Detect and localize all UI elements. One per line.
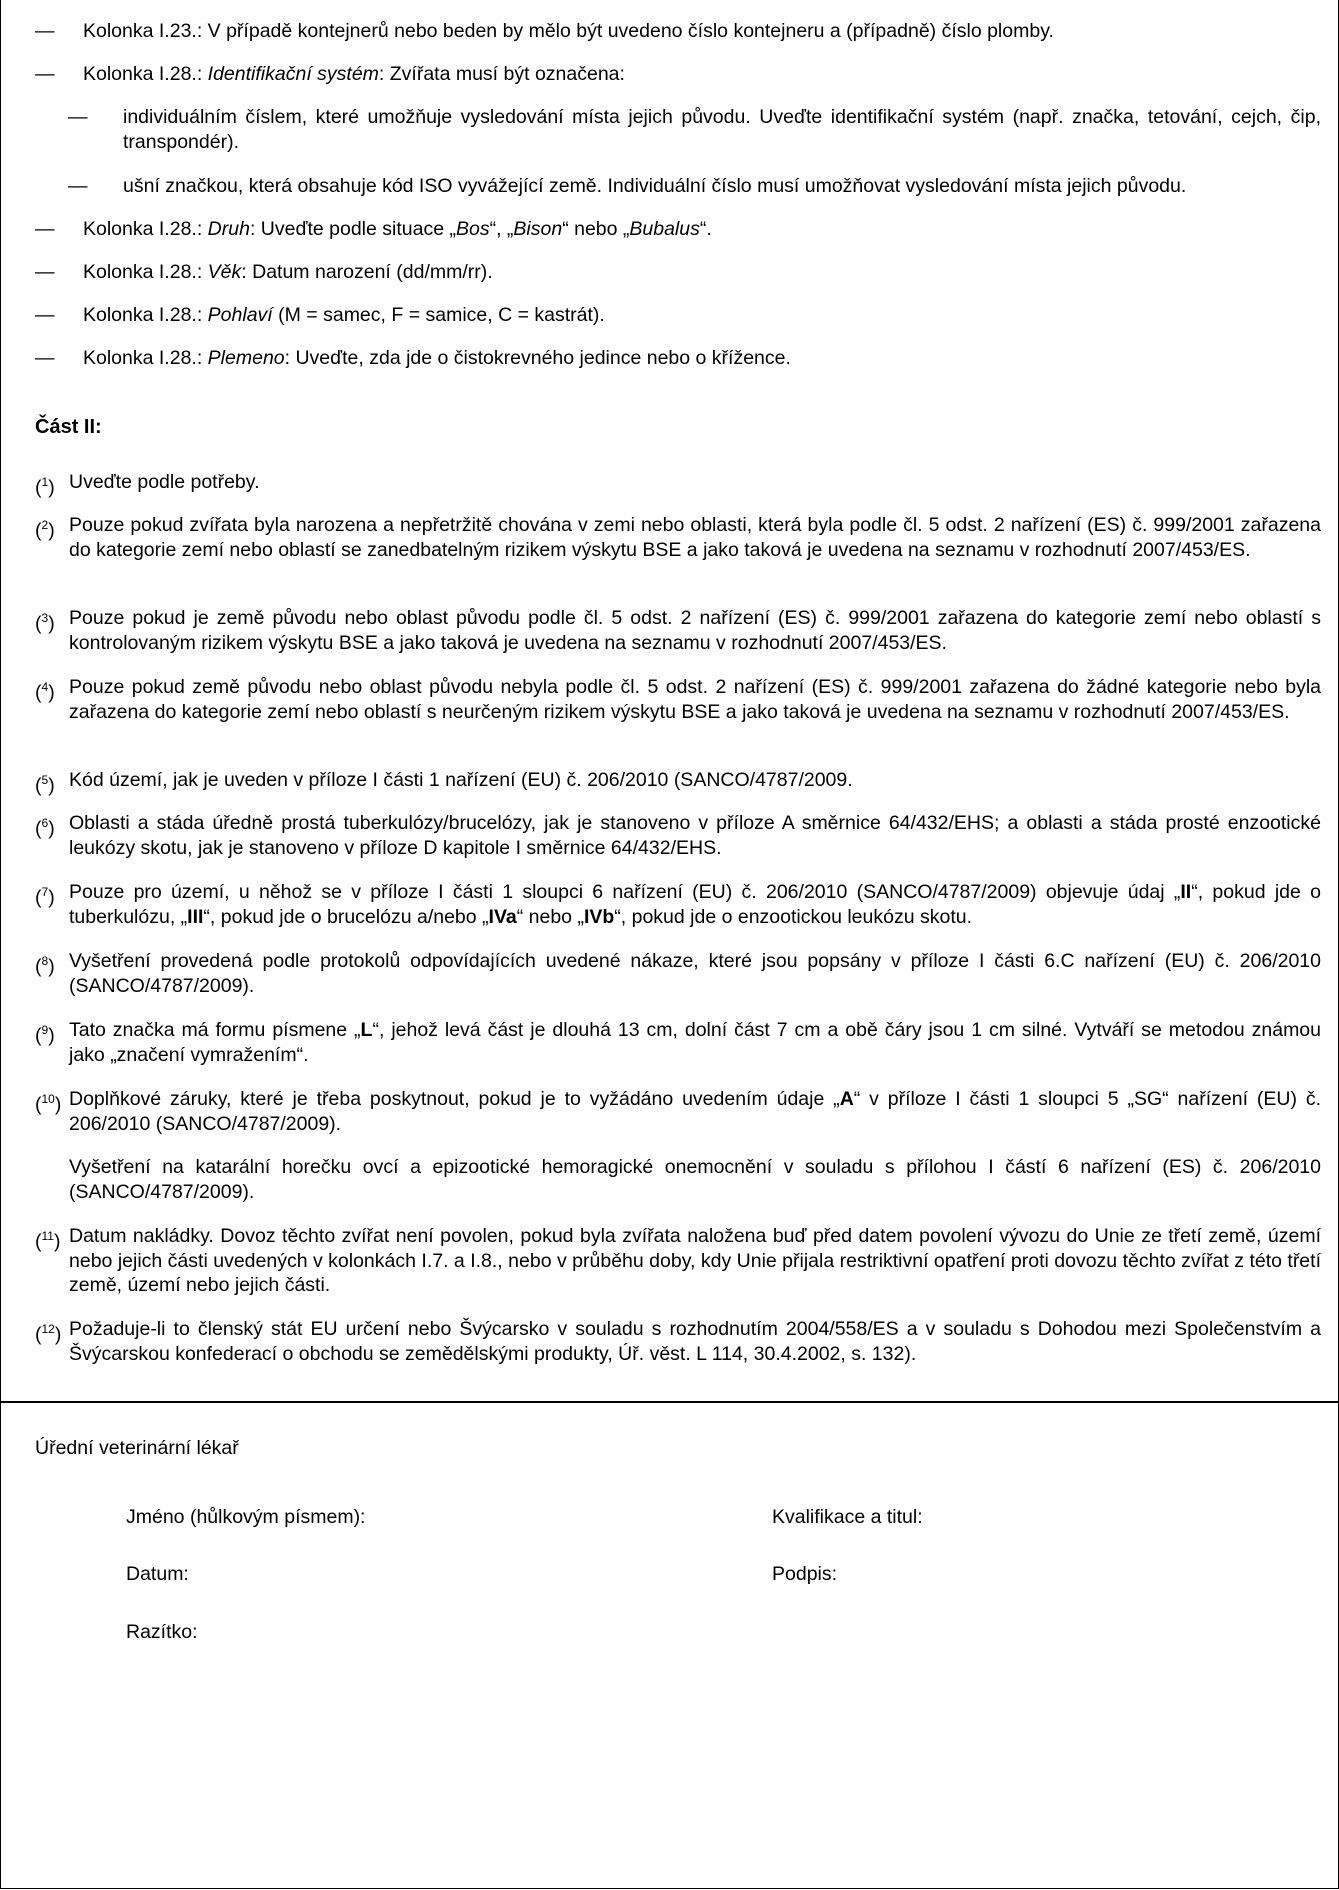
note-field-name: Pohlaví [207,304,273,326]
footnote-2 [35,513,1321,562]
footnote-number: ($^{11}$) [35,1229,61,1253]
note-text: “. [699,218,712,240]
footnote-number: ($^5$) [35,773,55,797]
code-iii: III [187,905,204,928]
id-subitem-eartag [68,174,1321,199]
footnote-6 [35,811,1321,860]
note-prefix: Kolonka I.28.: [83,304,208,326]
footnote-number: ($^4$) [35,680,55,704]
name-label: Jméno (hůlkovým písmem): [126,1506,366,1528]
date-label: Datum: [126,1563,189,1585]
note-text: Kolonka I.23.: V případě kontejnerů nebo beden by mělo být uvedeno číslo kontejneru a (případně) číslo plomby. [83,20,1054,42]
dash-marker: — [35,261,55,283]
note-box-i28-age [35,260,1321,285]
footnote-number: ($^6$) [35,816,55,840]
note-box-i28-id-system [35,62,1321,87]
subitem-text: ušní značkou, která obsahuje kód ISO vyvážející země. Individuální číslo musí umožňovat vysledování místa jejich původu. [123,175,1187,197]
part2-heading: Část II: [35,416,102,438]
footnote-number: ($^8$) [35,954,55,978]
footnote-8 [35,949,1321,998]
footnote-number: ($^2$) [35,518,55,542]
dash-marker: — [35,347,55,369]
subitem-text: individuálním číslem, které umožňuje vysledování místa jejich původu. Uveďte identifikační systém (např. značka, tetování, cejch, čip, transpondér). [123,106,1321,153]
note-box-i28-breed [35,346,1321,371]
note-field-name: Druh [207,218,250,240]
note-text: “, „ [489,218,514,240]
footnote-number: ($^{12}$) [35,1322,62,1346]
footnote-text: Oblasti a stáda úředně prostá tuberkulózy/brucelózy, jak je stanoveno v příloze A směrnice 64/432/EHS; a oblasti a stáda prosté enzootické leukózy skotu, jak je stanoveno v příloze D kapitole I směrnice 64/432/EHS. [69,812,1321,859]
section-divider [0,1401,1339,1403]
species-bison: Bison [513,218,563,240]
footnote-number: ($^7$) [35,885,55,909]
footnote-9 [35,1018,1321,1067]
footnote-text: Uveďte podle potřeby. [69,471,260,493]
footnote-text: Požaduje-li to členský stát EU určení nebo Švýcarsko v souladu s rozhodnutím 2004/558/ES a v souladu s Dohodou mezi Společenstvím a Švýcarskou konfederací o obchodu se zemědělskými produkty, Úř. věst. L 114, 30.4.2002, s. 132). [69,1318,1321,1365]
footnote-number: ($^{10}$) [35,1092,62,1116]
code-ii: II [1180,881,1192,903]
signature-label: Podpis: [772,1563,838,1585]
code-iva: IVa [488,905,517,928]
id-subitem-number [68,105,1321,155]
stamp-label: Razítko: [126,1621,198,1643]
note-prefix: Kolonka I.28.: [83,218,208,240]
footnote-text: Pouze pro území, u něhož se v příloze I části 1 sloupci 6 nařízení (EU) č. 206/2010 (SANCO/4787/2009) objevuje údaj „II“, pokud jde o tuberkulózu, „III“, pokud jde o brucelózu a/nebo „IVa“ nebo „IVb“, pokud jde o enzootickou leukózu skotu. [69,881,1321,928]
footnote-text: Doplňkové záruky, které je třeba poskytnout, pokud je to vyžádáno uvedením údaje „A“ v příloze I části 1 sloupci 5 „SG“ nařízení (EU) č. 206/2010 (SANCO/4787/2009). Vyšetření na katarální horečku ovcí a epizootické hemoragické onemocnění v souladu s přílohou I částí 6 nařízení (ES) č. 206/2010 (SANCO/4787/2009). [69,1088,1321,1203]
note-text: (M = samec, F = samice, C = kastrát). [272,304,605,326]
footnote-number: ($^1$) [35,475,55,499]
dash-marker: — [68,106,88,128]
note-field-name: Věk [207,261,242,283]
note-field-name: Plemeno [207,347,285,369]
dash-marker: — [35,63,55,85]
footnote-7 [35,880,1321,929]
note-prefix: Kolonka I.28.: [83,347,208,369]
qualification-label: Kvalifikace a titul: [772,1506,923,1528]
official-vet-title: Úřední veterinární lékař [35,1437,239,1459]
note-field-name: Identifikační systém [207,63,379,85]
dash-marker: — [35,20,55,42]
footnote-text: Vyšetření provedená podle protokolů odpovídajících uvedené nákaze, které jsou popsány v příloze I části 6.C nařízení (EU) č. 206/2010 (SANCO/4787/2009). [69,950,1321,997]
code-l: L [360,1019,373,1041]
footnote-text: Pouze pokud je země původu nebo oblast původu podle čl. 5 odst. 2 nařízení (ES) č. 999/2001 zařazena do kategorie zemí nebo oblastí s kontrolovaným rizikem výskytu BSE a jako taková je uvedena na seznamu v rozhodnutí 2007/453/ES. [69,607,1321,654]
footnote-text: Datum nakládky. Dovoz těchto zvířat není povolen, pokud byla zvířata naložena buď před datem povolení vývozu do Unie ze třetí země, území nebo jejich části uvedených v kolonkách I.7. a I.8., nebo v průběhu doby, kdy Unie přijala restriktivní opatření proti dovozu těchto zvířat z této třetí země, území nebo jejich části. [69,1225,1321,1296]
footnote-text: Pouze pokud zvířata byla narozena a nepřetržitě chována v zemi nebo oblasti, která byla podle čl. 5 odst. 2 nařízení (ES) č. 999/2001 zařazena do kategorie zemí nebo oblastí se zanedbatelným rizikem výskytu BSE a jako taková je uvedena na seznamu v rozhodnutí 2007/453/ES. [69,514,1321,561]
note-box-i28-species [35,217,1321,242]
note-text: : Uveďte podle situace „ [249,218,456,240]
footnote-10-paragraph-2: Vyšetření na katarální horečku ovcí a epizootické hemoragické onemocnění v souladu s přílohou I částí 6 nařízení (ES) č. 206/2010 (SANCO/4787/2009). [69,1156,1321,1203]
note-text: : Uveďte, zda jde o čistokrevného jedince nebo o křížence. [284,347,791,369]
note-prefix: Kolonka I.28.: [83,63,208,85]
footnote-text: Pouze pokud země původu nebo oblast původu nebyla podle čl. 5 odst. 2 nařízení (ES) č. 999/2001 zařazena do žádné kategorie nebo byla zařazena do kategorie zemí nebo oblastí s neurčeným rizikem výskytu BSE a jako taková je uvedena na seznamu v rozhodnutí 2007/453/ES. [69,676,1321,723]
footnote-4 [35,675,1321,724]
footnote-5 [35,768,1321,797]
footnote-11 [35,1224,1321,1298]
species-bubalus: Bubalus [629,218,700,240]
footnote-text: Kód území, jak je uveden v příloze I části 1 nařízení (EU) č. 206/2010 (SANCO/4787/2009. [69,769,853,791]
dash-marker: — [35,218,55,240]
footnote-3 [35,606,1321,655]
code-a: A [839,1088,854,1110]
note-text: : Zvířata musí být označena: [378,63,625,85]
note-prefix: Kolonka I.28.: [83,261,208,283]
note-text: “ nebo „ [562,218,630,240]
dash-marker: — [68,175,88,197]
note-box-i28-sex [35,303,1321,328]
footnote-12 [35,1317,1321,1366]
note-text: : Datum narození (dd/mm/rr). [241,261,493,283]
footnote-number: ($^9$) [35,1023,55,1047]
code-ivb: IVb [583,905,615,928]
footnote-1 [35,470,1321,499]
species-bos: Bos [455,218,490,240]
note-box-i23 [35,19,1321,44]
footnote-text: Tato značka má formu písmene „L“, jehož levá část je dlouhá 13 cm, dolní část 7 cm a obě čáry jsou 1 cm silné. Vytváří se metodou známou jako „značení vymražením“. [69,1019,1322,1066]
dash-marker: — [35,304,55,326]
footnote-number: ($^3$) [35,611,55,635]
footnote-10 [35,1087,1321,1204]
